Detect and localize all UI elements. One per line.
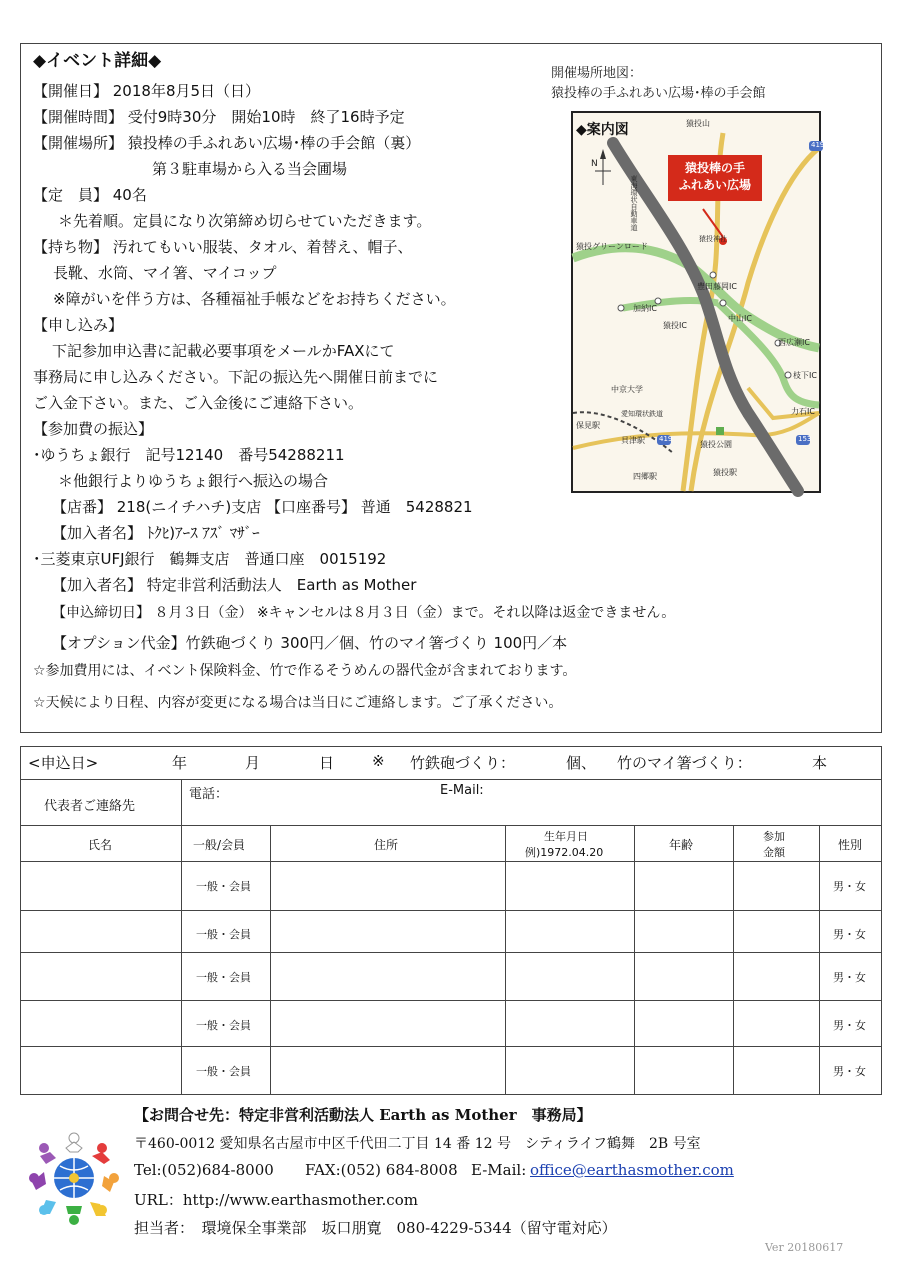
form-col-divider <box>634 825 635 1095</box>
map-venue-callout <box>668 155 762 201</box>
event-date: 【開催日】 2018年8月5日（日） <box>33 82 261 100</box>
map-label-homi: 保見駅 <box>576 421 600 430</box>
map-label-chukyo: 中京大学 <box>611 385 643 394</box>
form-col-divider <box>505 825 506 1095</box>
version-label: Ver 20180617 <box>765 1241 844 1254</box>
map-label-shikoku: 四郷駅 <box>633 472 657 481</box>
col-header-age: 年齢 <box>669 838 694 852</box>
form-bamboo-gun-label: 竹鉄砲づくり： <box>410 754 516 772</box>
form-tel-label[interactable]: 電話： <box>189 787 229 802</box>
form-day-label[interactable]: 日 <box>319 754 335 772</box>
col-header-fee-2: 金額 <box>763 846 785 859</box>
row-gender-option[interactable]: 男・女 <box>833 971 866 984</box>
organization-logo <box>26 1130 122 1226</box>
map-label-kaji-ic: 加納IC <box>633 304 657 313</box>
event-payment-heading: 【参加費の振込】 <box>33 420 154 438</box>
form-date-label: <申込日> <box>28 754 99 772</box>
map-label-nakayama-ic: 中山IC <box>728 314 752 323</box>
event-venue-detail: 第３駐車場から入る当会圃場 <box>152 160 348 178</box>
event-account-holder-kana: 【加入者名】 ﾄｸﾋ)ｱｰｽ ｱｽﾞ ﾏｻﾞｰ <box>52 524 260 542</box>
map-callout-line2: ふれあい広場 <box>678 178 751 192</box>
map-route-153: 153 <box>798 435 812 443</box>
row-gender-option[interactable]: 男・女 <box>833 928 866 941</box>
footer-email-link[interactable]: office@earthasmother.com <box>530 1161 734 1179</box>
map-callout-line1: 猿投棒の手 <box>684 161 745 175</box>
event-belongings-cont: 長靴、水筒、マイ箸、マイコップ <box>53 264 277 282</box>
event-capacity: 【定 員】 40名 <box>33 186 147 204</box>
event-deadline: 【申込締切日】 ８月３日（金） ※キャンセルは８月３日（金）まで。それ以降は返金できません。 <box>52 605 676 621</box>
event-option-price: 【オプション代金】竹鉄砲づくり 300円／個、竹のマイ箸づくり 100円／本 <box>52 634 568 652</box>
footer-email-label: E-Mail: <box>471 1161 527 1179</box>
event-weather-note: ☆天候により日程、内容が変更になる場合は当日にご連絡します。ご了承ください。 <box>33 695 563 711</box>
map-label-sanage-station: 猿投駅 <box>713 468 737 477</box>
form-col-divider <box>733 825 734 1095</box>
map-label-koromo-ic: 枝下IC <box>793 371 817 380</box>
col-header-birthdate-example: 例)1972.04.20 <box>525 846 604 859</box>
form-chopsticks-label: 竹のマイ箸づくり： <box>617 754 752 772</box>
col-header-membership: 一般/会員 <box>193 838 246 852</box>
event-account-holder: 【加入者名】 特定非営利活動法人 Earth as Mother <box>52 576 417 594</box>
map-label-shrine: 猿投神社 <box>699 235 727 243</box>
event-title: ◆イベント詳細◆ <box>33 51 162 71</box>
footer-fax: FAX:(052) 684-8008 <box>305 1161 458 1179</box>
form-col-divider <box>270 825 271 1095</box>
map-label-mountain: 猿投山 <box>686 119 710 128</box>
form-rep-contact-label: 代表者ご連絡先 <box>44 799 136 814</box>
form-month-label[interactable]: 月 <box>245 754 261 772</box>
row-membership-option[interactable]: 一般・会員 <box>196 1065 251 1078</box>
form-col-divider <box>819 825 820 1095</box>
row-membership-option[interactable]: 一般・会員 <box>196 971 251 984</box>
map-route-419-north: 419 <box>811 141 825 149</box>
col-header-birthdate: 生年月日 <box>544 830 588 843</box>
row-gender-option[interactable]: 男・女 <box>833 1065 866 1078</box>
event-mufg-account: ･三菱東京UFJ銀行 鶴舞支店 普通口座 0015192 <box>33 550 387 568</box>
map-label-sanage-ic: 猿投IC <box>663 321 687 330</box>
application-form <box>20 746 882 1095</box>
col-header-address: 住所 <box>374 838 399 852</box>
footer-url[interactable]: URL：http://www.earthasmother.com <box>134 1191 418 1209</box>
col-header-name: 氏名 <box>88 838 113 852</box>
event-application-text-2: 事務局に申し込みください。下記の振込先へ開催日前までに <box>33 368 439 386</box>
form-divider <box>20 861 882 862</box>
map-caption-venue: 猿投棒の手ふれあい広場･棒の手会館 <box>551 86 766 101</box>
form-divider <box>20 1046 882 1047</box>
map-caption-label: 開催場所地図： <box>551 66 643 81</box>
form-year-label[interactable]: 年 <box>172 754 188 772</box>
map-header: ◆案内図 <box>576 122 629 138</box>
map-label-toyota-ic: 豊田藤岡IC <box>697 282 737 291</box>
col-header-gender: 性別 <box>838 838 863 852</box>
form-divider <box>20 952 882 953</box>
form-email-label[interactable]: E-Mail: <box>440 783 484 798</box>
event-belongings: 【持ち物】 汚れてもいい服装、タオル、着替え、帽子、 <box>33 238 413 256</box>
event-fee-note: ☆参加費用には、イベント保険料金、竹で作るそうめんの器代金が含まれております。 <box>33 663 577 679</box>
row-membership-option[interactable]: 一般・会員 <box>196 928 251 941</box>
event-welfare-note: ※障がいを伴う方は、各種福祉手帳などをお持ちください。 <box>53 290 456 308</box>
form-divider <box>20 825 882 826</box>
earth-people-logo-icon <box>26 1130 122 1226</box>
form-divider <box>20 779 882 780</box>
map-label-railway: 愛知環状鉄道 <box>621 410 663 418</box>
venue-map <box>571 111 825 493</box>
map-label-north: N <box>591 159 598 169</box>
map-label-chikara-ic: 力石IC <box>791 407 815 416</box>
map-route-419-south: 419 <box>659 435 673 443</box>
event-branch-info: 【店番】 218(ニイチハチ)支店 【口座番号】 普通 5428821 <box>52 498 473 516</box>
event-capacity-note: ＊先着順。定員になり次第締め切らせていただきます。 <box>58 212 432 230</box>
row-membership-option[interactable]: 一般・会員 <box>196 1019 251 1032</box>
footer-address: 〒460-0012 愛知県名古屋市中区千代田二丁目 14 番 12 号 シティライフ鶴舞 2B 号室 <box>134 1136 701 1152</box>
form-note-mark: ※ <box>372 752 385 770</box>
footer-contact-heading: 【お問合せ先：特定非営利活動法人 Earth as Mother 事務局】 <box>134 1106 592 1124</box>
event-application-heading: 【申し込み】 <box>33 316 124 334</box>
row-membership-option[interactable]: 一般・会員 <box>196 880 251 893</box>
row-gender-option[interactable]: 男・女 <box>833 880 866 893</box>
form-divider <box>20 1000 882 1001</box>
event-yucho-account: ･ゆうちょ銀行 記号12140 番号54288211 <box>33 446 345 464</box>
event-time: 【開催時間】 受付9時30分 開始10時 終了16時予定 <box>33 108 405 126</box>
map-label-sanage-park: 猿投公園 <box>700 440 732 449</box>
map-label-nishihiro-ic: 西広瀬IC <box>778 338 810 347</box>
row-gender-option[interactable]: 男・女 <box>833 1019 866 1032</box>
event-application-text-1: 下記参加申込書に記載必要事項をメールかFAXにて <box>52 342 395 360</box>
footer-tel: Tel:(052)684-8000 <box>134 1161 274 1179</box>
form-unit-label[interactable]: 本 <box>812 754 828 772</box>
map-label-kaizu: 貝津駅 <box>621 436 645 445</box>
col-header-fee-1: 参加 <box>763 830 785 843</box>
map-label-expressway: 東海環状自動車道 <box>630 175 638 231</box>
form-col-divider <box>181 779 182 1095</box>
footer-person-in-charge: 担当者： 環境保全事業部 坂口朋寛 080-4229-5344（留守電対応） <box>134 1219 617 1237</box>
form-divider <box>20 910 882 911</box>
event-other-bank-note: ＊他銀行よりゆうちょ銀行へ振込の場合 <box>58 472 329 490</box>
form-piece-label[interactable]: 個、 <box>566 754 597 772</box>
event-venue: 【開催場所】 猿投棒の手ふれあい広場･棒の手会館（裏） <box>33 134 421 152</box>
event-application-text-3: ご入金下さい。また、ご入金後にご連絡下さい。 <box>33 394 364 412</box>
map-label-green-road: 猿投グリーンロード <box>576 242 648 251</box>
